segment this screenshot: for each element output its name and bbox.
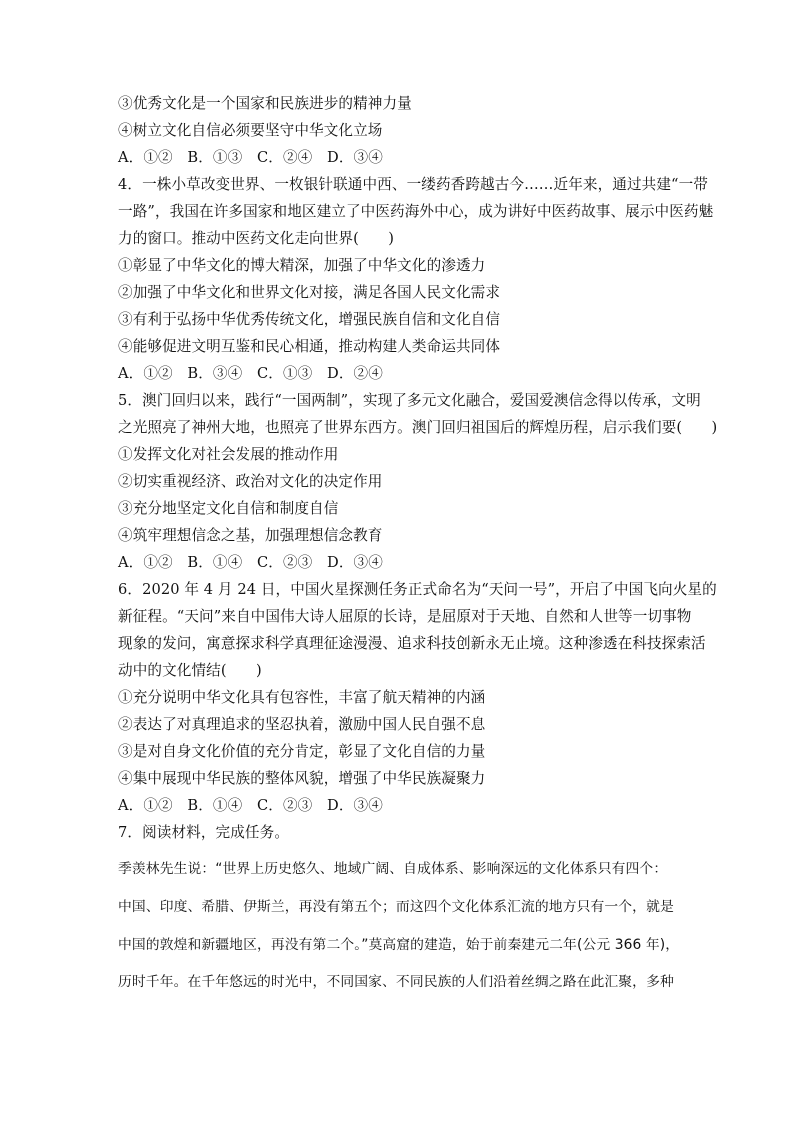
question-5-line-2: 之光照亮了神州大地，也照亮了世界东西方。澳门回归祖国后的辉煌历程，启示我们要( )	[118, 419, 718, 436]
option-4-q4: ④能够促进文明互鉴和民心相通，推动构建人类命运共同体	[118, 338, 501, 355]
question-6-line-1: 6．2020 年 4 月 24 日，中国火星探测任务正式命名为“天问一号”，开启了中国飞向火星的	[118, 581, 717, 598]
option-3-q3: ③优秀文化是一个国家和民族进步的精神力量	[118, 95, 412, 112]
passage-line-3: 中国的敦煌和新疆地区，再没有第二个。”莫高窟的建造，始于前秦建元二年(公元 366 年)，	[118, 937, 680, 953]
option-1-q6: ①充分说明中华文化具有包容性，丰富了航天精神的内涵	[118, 689, 486, 706]
option-2-q6: ②表达了对真理追求的坚忍执着，激励中国人民自强不息	[118, 716, 486, 733]
option-1-q5: ①发挥文化对社会发展的推动作用	[118, 446, 339, 463]
answer-choices-q3: A．①② B．①③ C．②④ D．③④	[118, 149, 383, 166]
answer-choices-q6: A．①② B．①④ C．②③ D．③④	[118, 797, 383, 814]
question-4-line-2: 一路”，我国在许多国家和地区建立了中医药海外中心，成为讲好中医药故事、展示中医药魅	[118, 203, 714, 220]
option-1-q4: ①彰显了中华文化的博大精深，加强了中华文化的渗透力	[118, 257, 486, 274]
question-6-line-4: 动中的文化情结( )	[118, 662, 262, 679]
question-4-line-3: 力的窗口。推动中医药文化走向世界( )	[118, 230, 395, 247]
question-7-heading: 7．阅读材料，完成任务。	[118, 824, 290, 841]
answer-choices-q4: A．①② B．③④ C．①③ D．②④	[118, 365, 383, 382]
option-2-q5: ②切实重视经济、政治对文化的决定作用	[118, 473, 383, 490]
passage-line-2: 中国、印度、希腊、伊斯兰，再没有第五个；而这四个文化体系汇流的地方只有一个，就是	[118, 899, 674, 915]
question-5-line-1: 5．澳门回归以来，践行“一国两制”，实现了多元文化融合，爱国爱澳信念得以传承，文明	[118, 392, 701, 409]
question-4-line-1: 4．一株小草改变世界、一枚银针联通中西、一缕药香跨越古今……近年来，通过共建“一带	[118, 176, 709, 193]
passage-line-1: 季羡林先生说：“世界上历史悠久、地域广阔、自成体系、影响深远的文化体系只有四个：	[118, 861, 668, 877]
option-2-q4: ②加强了中华文化和世界文化对接，满足各国人民文化需求	[118, 284, 501, 301]
option-3-q5: ③充分地坚定文化自信和制度自信	[118, 500, 339, 517]
option-4-q5: ④筑牢理想信念之基，加强理想信念教育	[118, 527, 383, 544]
option-4-q6: ④集中展现中华民族的整体风貌，增强了中华民族凝聚力	[118, 770, 486, 787]
passage-line-4: 历时千年。在千年悠远的时光中，不同国家、不同民族的人们沿着丝绸之路在此汇聚，多种	[118, 974, 674, 990]
question-6-line-3: 现象的发问，寓意探求科学真理征途漫漫、追求科技创新永无止境。这种渗透在科技探索活	[118, 635, 706, 652]
question-6-line-2: 新征程。“天问”来自中国伟大诗人屈原的长诗，是屈原对于天地、自然和人世等一切事物	[118, 608, 692, 625]
answer-choices-q5: A．①② B．①④ C．②③ D．③④	[118, 554, 383, 571]
option-3-q4: ③有利于弘扬中华优秀传统文化，增强民族自信和文化自信	[118, 311, 501, 328]
option-4-q3: ④树立文化自信必须要坚守中华文化立场	[118, 122, 383, 139]
option-3-q6: ③是对自身文化价值的充分肯定，彰显了文化自信的力量	[118, 743, 486, 760]
